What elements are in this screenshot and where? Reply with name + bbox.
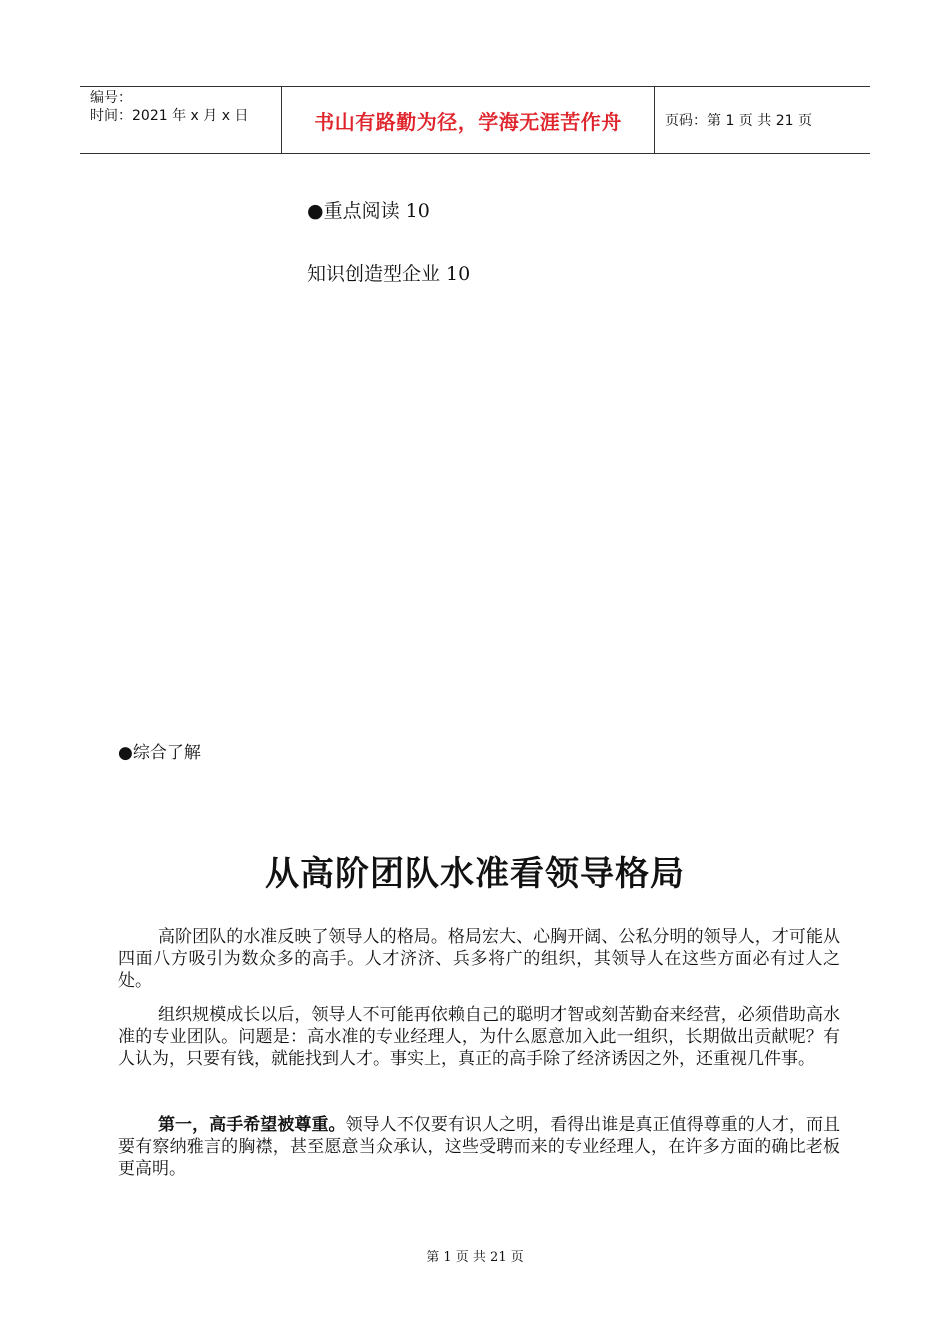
time-label: 时间：2021 年 x 月 x 日 [90, 108, 249, 124]
page-footer: 第 1 页 共 21 页 [426, 1250, 524, 1265]
toc-overview: ●综合了解 [118, 743, 201, 763]
article-title: 从高阶团队水准看领导格局 [265, 854, 685, 894]
article-paragraph-2: 组织规模成长以后，领导人不可能再依赖自己的聪明才智或刻苦勤奋来经营，必须借助高水准的专业团队。问题是：高水准的专业经理人，为什么愿意加入此一组织，长期做出贡献呢？有人认为，只要有钱，就能找到人才。事实上，真正的高手除了经济诱因之外，还重视几件事。 [118, 1005, 840, 1069]
header-meta [80, 87, 281, 153]
toc-key-reading: ●重点阅读 10 [307, 200, 430, 222]
number-label: 编号： [90, 90, 132, 106]
article-paragraph-3 [118, 1114, 840, 1180]
paragraph-3-body: 领导人不仅要有识人之明，看得出谁是真正值得尊重的人才，而且要有察纳雅言的胸襟，甚至愿意当众承认，这些受聘而来的专业经理人，在许多方面的确比老板更高明。 [118, 1115, 841, 1179]
document-header [80, 86, 870, 154]
toc-knowledge-enterprise: 知识创造型企业 10 [307, 263, 471, 285]
article-paragraph-1: 高阶团队的水准反映了领导人的格局。格局宏大、心胸开阔、公私分明的领导人，才可能从四面八方吸引为数众多的高手。人才济济、兵多将广的组织，其领导人在这些方面必有过人之处。 [118, 927, 840, 991]
header-page-label: 页码：第 1 页 共 21 页 [665, 113, 812, 129]
paragraph-3-lead: 第一，高手希望被尊重。 [158, 1115, 346, 1135]
header-motto: 书山有路勤为径，学海无涯苦作舟 [281, 87, 655, 153]
